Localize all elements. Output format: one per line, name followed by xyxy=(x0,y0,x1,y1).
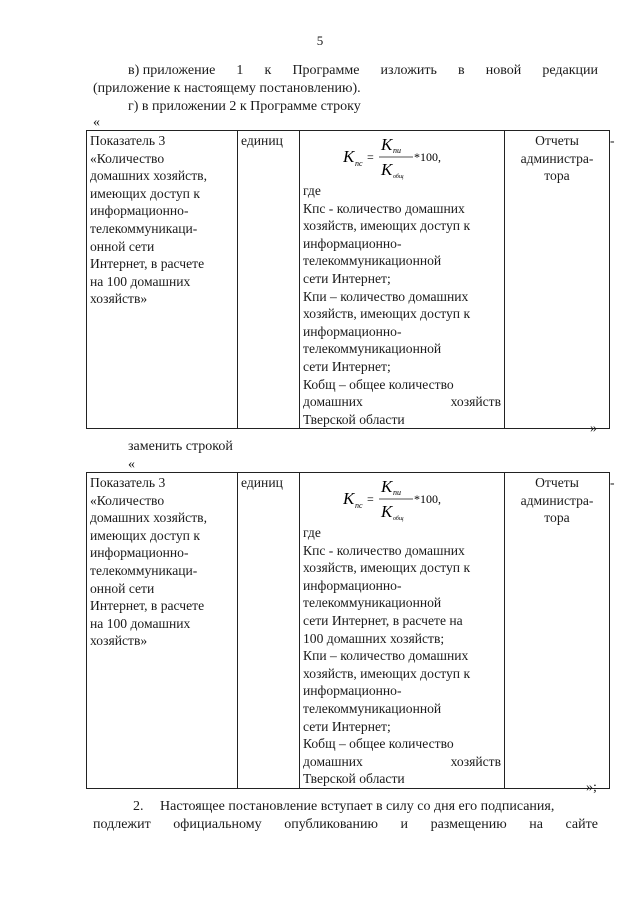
formula-den-sub: общ xyxy=(393,516,404,522)
intro-word: новой xyxy=(485,63,522,78)
definition-word: домашних xyxy=(303,394,363,410)
para2-word: опубликованию xyxy=(284,817,378,832)
formula xyxy=(303,474,501,524)
open-quote-2: « xyxy=(128,457,135,472)
formula-svg xyxy=(343,476,453,524)
para2-line-2 xyxy=(93,816,598,834)
indicator-line: «Количество xyxy=(90,150,165,166)
para2-word: размещению xyxy=(430,817,507,832)
definition-justified-line xyxy=(303,393,501,411)
definition-line: сети Интернет; xyxy=(303,718,391,734)
intro-word: к xyxy=(264,63,272,78)
definition-line: Кпс - количество домашних xyxy=(303,542,465,558)
para2-word: сайте xyxy=(565,817,598,832)
indicator-line: телекоммуникаци- xyxy=(90,220,198,236)
source-line: администра- xyxy=(520,492,594,508)
intro-line-3: г) в приложении 2 к Программе строку xyxy=(128,99,361,114)
formula-mult: *100, xyxy=(414,150,441,164)
intro-word: изложить xyxy=(380,63,437,78)
source-cell xyxy=(505,131,610,429)
indicator-line: хозяйств» xyxy=(90,633,148,649)
indicator-line: Показатель 3 xyxy=(90,133,166,148)
definition-line: информационно- xyxy=(303,577,402,593)
definition-line: Тверской области xyxy=(303,411,405,427)
para2-line-1: Настоящее постановление вступает в силу со дня его подписания, xyxy=(160,799,555,814)
formula xyxy=(303,132,501,182)
open-quote: « xyxy=(93,115,100,130)
formula-den-sub: общ xyxy=(393,174,404,180)
intro-word: в xyxy=(457,63,465,78)
intro-word: в) приложение xyxy=(128,63,216,78)
formula-num-sub: пи xyxy=(393,146,401,155)
definition-line: телекоммуникационной xyxy=(303,700,442,716)
para2-word: официальному xyxy=(173,817,262,832)
para2-word: подлежит xyxy=(93,817,151,832)
indicator-line: домашних хозяйств, xyxy=(90,510,207,526)
formula-num-sub: пи xyxy=(393,488,401,497)
formula-lhs: К xyxy=(343,147,355,166)
intro-word: редакции xyxy=(542,63,598,78)
indicator-line: онной сети xyxy=(90,238,155,254)
para2-number: 2. xyxy=(133,799,144,814)
indicator-line: Показатель 3 xyxy=(90,475,166,490)
definition-line: Кпи – количество домашних xyxy=(303,648,469,664)
replace-text: заменить строкой xyxy=(128,439,233,454)
source-line: тора xyxy=(544,510,570,526)
para2-word: на xyxy=(529,817,543,832)
definition-line: где xyxy=(303,183,321,198)
definition-justified-line xyxy=(303,753,501,771)
formula-den: К xyxy=(381,160,393,179)
definition-line: Кпи – количество домашних xyxy=(303,288,469,304)
source-line: Отчеты xyxy=(535,475,579,490)
definition-line: хозяйств, имеющих доступ к xyxy=(303,560,471,576)
definition-line: информационно- xyxy=(303,683,402,699)
definition-line: 100 домашних хозяйств; xyxy=(303,630,445,646)
new-row-table xyxy=(86,472,615,789)
definition-line: где xyxy=(303,525,321,540)
indicator-line: информационно- xyxy=(90,203,189,219)
definition-line: сети Интернет; xyxy=(303,270,391,286)
indicator-line: «Количество xyxy=(90,492,165,508)
formula-svg xyxy=(343,134,453,182)
intro-line-2: (приложение к настоящему постановлению). xyxy=(93,81,361,96)
definition-line: сети Интернет, в расчете на xyxy=(303,612,463,628)
unit-cell: единиц xyxy=(238,473,300,789)
formula-num: К xyxy=(381,477,393,496)
definition-line: сети Интернет; xyxy=(303,358,391,374)
formula-num: К xyxy=(381,135,393,154)
source-cell xyxy=(505,473,610,789)
definition-line: Кобщ – общее количество xyxy=(303,376,454,392)
indicator-line: телекоммуникаци- xyxy=(90,562,198,578)
source-line: тора xyxy=(544,168,570,184)
definition-line: телекоммуникационной xyxy=(303,341,442,357)
indicator-line: на 100 домашних xyxy=(90,273,191,289)
page-number: 5 xyxy=(316,33,324,48)
formula-lhs-sub: пс xyxy=(355,501,363,510)
indicator-line: имеющих доступ к xyxy=(90,527,200,543)
formula-eq: = xyxy=(367,150,374,164)
indicator-line: на 100 домашних xyxy=(90,615,191,631)
definition-line: информационно- xyxy=(303,323,402,339)
formula-mult: *100, xyxy=(414,492,441,506)
formula-lhs-sub: пс xyxy=(355,159,363,168)
formula-den: К xyxy=(381,502,393,521)
definition-line: Кпс - количество домашних xyxy=(303,200,465,216)
definition-cell xyxy=(300,473,505,789)
indicator-line: имеющих доступ к xyxy=(90,185,200,201)
indicator-line: Интернет, в расчете xyxy=(90,256,205,272)
indicator-line: онной сети xyxy=(90,580,155,596)
indicator-cell xyxy=(87,473,238,789)
source-line: администра- xyxy=(520,150,594,166)
definition-line: Тверской области xyxy=(303,771,405,787)
definition-line: хозяйств, имеющих доступ к xyxy=(303,665,471,681)
definition-line: телекоммуникационной xyxy=(303,253,442,269)
formula-eq: = xyxy=(367,492,374,506)
definition-cell xyxy=(300,131,505,429)
definition-line: хозяйств, имеющих доступ к xyxy=(303,218,471,234)
old-row-table xyxy=(86,130,615,429)
source-line: Отчеты xyxy=(535,133,579,148)
formula-lhs: К xyxy=(343,489,355,508)
table-row: Показатель 3 «Количество домашних хозяйств, имеющих доступ к информационно- телекоммуникаци- онной сети Интернет, в расчете на 100 домашних хозяйств» единиц К пс = К пи К общ *100, где Кпс - количество домашних хозяйств, имеющих доступ к информационно- телекоммуникационной сети Интернет, в расчете на 100 домашних хозяйств; Кпи – количество домашних хозяйств, имеющих доступ к информационно- телекоммуникационной сети Интернет; Кобщ – общее количество домашних хозяйств Тверской области Отчеты администра- тора - xyxy=(87,473,610,789)
close-quote: » xyxy=(590,421,597,436)
definition-line: телекоммуникационной xyxy=(303,595,442,611)
unit-cell: единиц xyxy=(238,131,300,429)
intro-line-1 xyxy=(128,62,598,80)
indicator-line: Интернет, в расчете xyxy=(90,598,205,614)
intro-word: 1 xyxy=(236,63,244,78)
definition-word: домашних xyxy=(303,753,363,769)
close-quote-2: »; xyxy=(586,780,597,795)
definition-line: информационно- xyxy=(303,235,402,251)
definition-word: хозяйств xyxy=(450,394,501,410)
indicator-line: информационно- xyxy=(90,545,189,561)
definition-word: хозяйств xyxy=(450,753,501,769)
indicator-line: хозяйств» xyxy=(90,291,148,307)
indicator-line: домашних хозяйств, xyxy=(90,168,207,184)
para2-word: и xyxy=(400,817,409,832)
intro-word: Программе xyxy=(292,63,360,78)
definition-line: Кобщ – общее количество xyxy=(303,736,454,752)
indicator-cell xyxy=(87,131,238,429)
table-row: Показатель 3 «Количество домашних хозяйств, имеющих доступ к информационно- телекоммуникаци- онной сети Интернет, в расчете на 100 домашних хозяйств» единиц К пс = К пи К общ *100, где Кпс - количество домашних хозяйств, имеющих доступ к информационно- телекоммуникационной сети Интернет; Кпи – количество домашних хозяйств, имеющих доступ к информационно- телекоммуникационной сети Интернет; Кобщ – общее количество домашних хозяйств Тверской области Отчеты администра- тора - xyxy=(87,131,610,429)
definition-line: хозяйств, имеющих доступ к xyxy=(303,306,471,322)
